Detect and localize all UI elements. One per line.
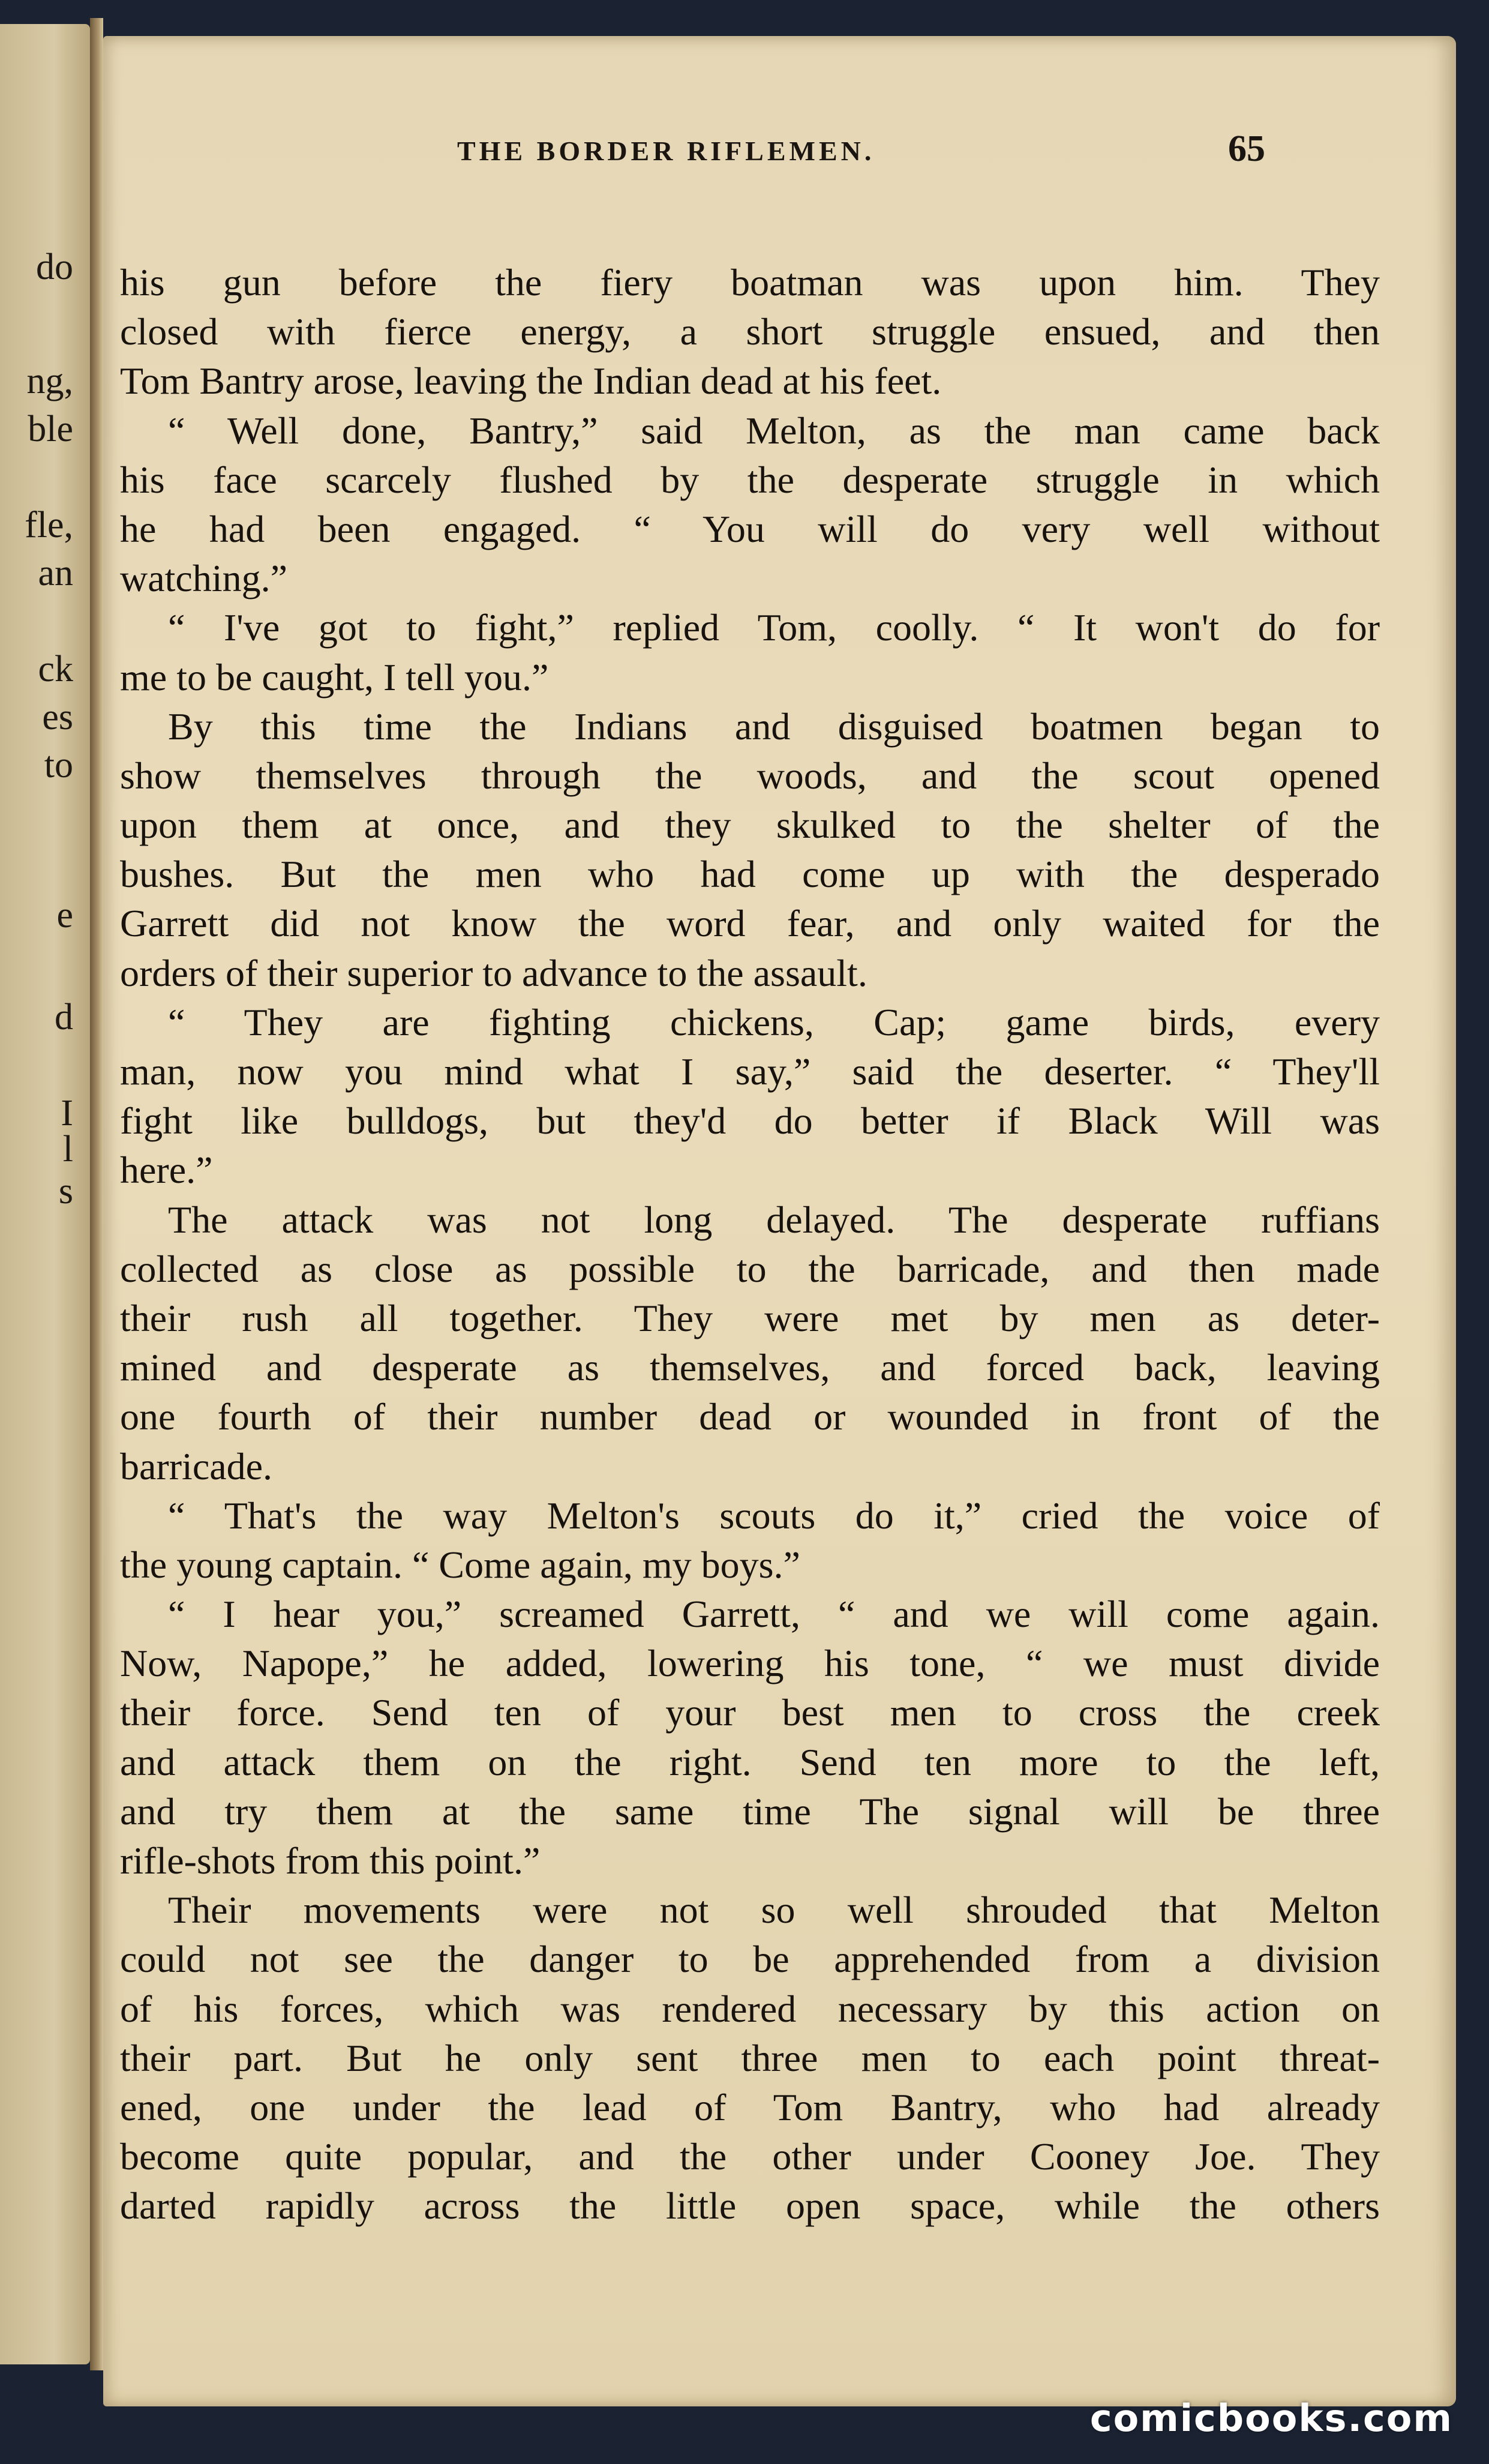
running-head [103, 128, 1456, 171]
text-line: their rush all together. They were met by men as deter- [120, 1296, 1380, 1339]
left-page-fragment: fle, [25, 505, 73, 545]
text-line: By this time the Indians and disguised boatmen began to [168, 705, 1380, 748]
text-line: upon them at once, and they skulked to the shelter of the [120, 804, 1380, 847]
text-line: “ That's the way Melton's scouts do it,” cried the voice of [168, 1494, 1380, 1537]
left-page-fragment: e [56, 895, 73, 936]
page-number: 65 [1228, 128, 1265, 169]
text-line: darted rapidly across the little open space, while the others [120, 2184, 1380, 2228]
text-line: show themselves through the woods, and the scout opened [120, 754, 1380, 797]
text-line: become quite popular, and the other under Cooney Joe. They [120, 2135, 1380, 2178]
text-line: one fourth of their number dead or wounded in front of the [120, 1395, 1380, 1438]
book-page [103, 36, 1456, 2406]
text-line: “ They are fighting chickens, Cap; game birds, every [168, 1000, 1380, 1044]
text-line: Tom Bantry arose, leaving the Indian dead at his feet. [120, 359, 942, 403]
text-line: “ I hear you,” screamed Garrett, “ and we will come again. [168, 1593, 1380, 1636]
text-line: bushes. But the men who had come up with the desperado [120, 853, 1380, 896]
left-page-fragment: I [61, 1093, 73, 1134]
text-line: watching.” [120, 557, 287, 600]
left-page-edge [0, 24, 90, 2364]
text-line: he had been engaged. “ You will do very well without [120, 507, 1380, 550]
text-line: fight like bulldogs, but they'd do better if Black Will was [120, 1099, 1380, 1143]
book-gutter [90, 18, 103, 2370]
text-line: “ Well done, Bantry,” said Melton, as the man came back [168, 409, 1380, 452]
text-line: and attack them on the right. Send ten more to the left, [120, 1740, 1380, 1783]
text-line: could not see the danger to be apprehended from a division [120, 1938, 1380, 1981]
text-line: their force. Send ten of your best men to cross the creek [120, 1691, 1380, 1734]
text-line: Garrett did not know the word fear, and only waited for the [120, 902, 1380, 945]
running-title: THE BORDER RIFLEMEN. [457, 136, 875, 166]
text-line: their part. But he only sent three men to each point threat- [120, 2036, 1380, 2079]
watermark: comicbooks.com [1089, 2396, 1453, 2440]
text-line: here.” [120, 1149, 213, 1192]
left-page-fragment: to [44, 745, 73, 786]
text-line: man, now you mind what I say,” said the deserter. “ They'll [120, 1050, 1380, 1093]
left-page-fragment: d [55, 997, 73, 1038]
left-page-fragment: l [62, 1129, 73, 1170]
text-line: the young captain. “ Come again, my boys.” [120, 1543, 800, 1586]
text-line: mined and desperate as themselves, and forced back, leaving [120, 1346, 1380, 1389]
text-line: rifle-shots from this point.” [120, 1839, 541, 1882]
left-page-fragment: ng, [26, 361, 73, 401]
text-line: orders of their superior to advance to the assault. [120, 951, 867, 994]
left-page-fragment: ble [28, 409, 73, 449]
text-line: his gun before the fiery boatman was upon him. They [120, 261, 1380, 304]
text-line: and try them at the same time The signal will be three [120, 1789, 1380, 1833]
text-line: ened, one under the lead of Tom Bantry, who had already [120, 2085, 1380, 2129]
body-text [120, 258, 1380, 2231]
left-page-fragment: es [42, 697, 73, 738]
text-line: “ I've got to fight,” replied Tom, coolly. “ It won't do for [168, 606, 1380, 649]
text-line: Their movements were not so well shrouded that Melton [168, 1889, 1380, 1932]
text-line: of his forces, which was rendered necessary by this action on [120, 1987, 1380, 2030]
left-page-fragment: ck [38, 649, 73, 690]
text-line: his face scarcely flushed by the desperate struggle in which [120, 458, 1380, 501]
text-line: me to be caught, I tell you.” [120, 655, 549, 699]
text-line: barricade. [120, 1444, 273, 1488]
text-line: closed with fierce energy, a short struggle ensued, and then [120, 310, 1380, 353]
text-line: The attack was not long delayed. The desperate ruffians [168, 1198, 1380, 1241]
text-line: collected as close as possible to the barricade, and then made [120, 1247, 1380, 1290]
text-line: Now, Napope,” he added, lowering his tone, “ we must divide [120, 1642, 1380, 1685]
left-page-fragment: s [58, 1171, 73, 1212]
left-page-fragment: do [36, 247, 73, 287]
left-page-fragment: an [38, 553, 73, 593]
